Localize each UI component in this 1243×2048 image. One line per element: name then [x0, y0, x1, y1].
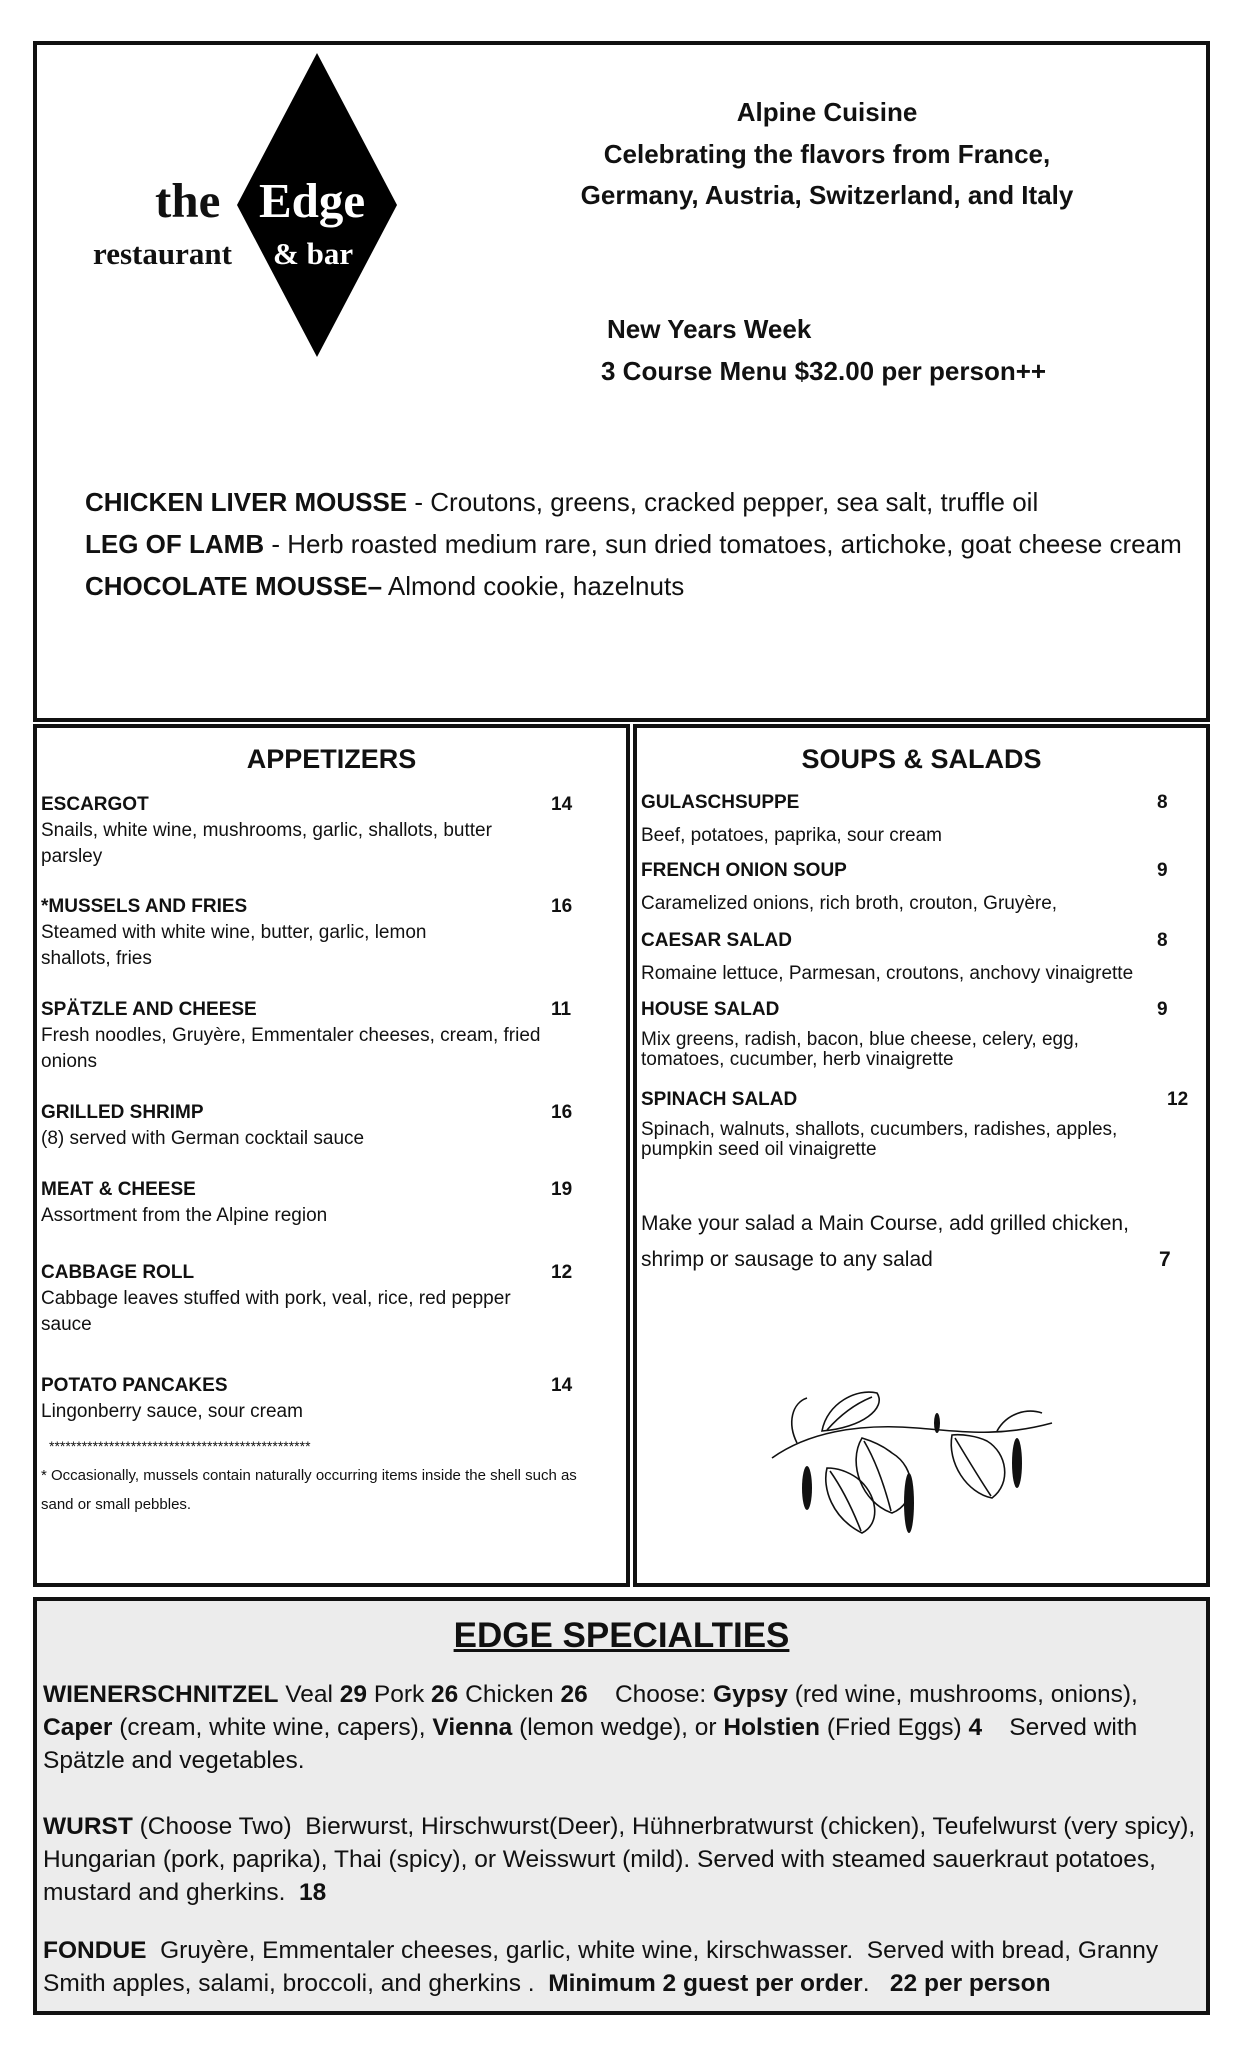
gypsy-desc: (red wine, mushrooms, onions), [787, 1681, 1138, 1708]
caper-option: Caper [43, 1714, 113, 1741]
item-price: 12 [1167, 1089, 1189, 1110]
item-price: 8 [1157, 792, 1168, 813]
item-price: 12 [551, 1262, 573, 1283]
item-name: GRILLED SHRIMP [41, 1102, 204, 1123]
logo-word-restaurant: restaurant [93, 236, 232, 271]
menu-item [41, 1100, 573, 1152]
menu-item [41, 894, 573, 972]
vienna-option: Vienna [432, 1714, 513, 1741]
appetizers-title: APPETIZERS [246, 744, 417, 774]
cuisine-subtitle-2: Germany, Austria, Switzerland, and Italy [580, 180, 1074, 210]
item-price: 9 [1157, 860, 1168, 881]
wurst-desc: (Choose Two) Bierwurst, Hirschwurst(Deer), Hühnerbratwurst (chicken), Teufelwurst (very spicy), Hungarian (pork, paprika), Thai (spicy), or Weisswurt (mild). Served with steamed sauerkraut potatoes, mustard and gherkins. [43, 1813, 1209, 1906]
main-course-note [641, 1206, 1201, 1278]
item-price: 19 [551, 1179, 573, 1200]
fondue-description [43, 1934, 1203, 2000]
holstien-desc: (Fried Eggs) [820, 1714, 969, 1741]
wurst-description [43, 1810, 1209, 1909]
chicken-label: Chicken [458, 1681, 561, 1708]
item-desc: Assortment from the Alpine region [41, 1205, 328, 1226]
item-name: GULASCHSUPPE [641, 792, 800, 813]
item-price: 8 [1157, 930, 1168, 951]
menu-item [41, 1373, 573, 1425]
main-course-line-1: Make your salad a Main Course, add grilled chicken, [641, 1212, 1129, 1235]
menu-item [641, 928, 1181, 987]
item-price: 16 [551, 896, 573, 917]
fondue-desc: Gruyère, Emmentaler cheeses, garlic, white wine, kirschwasser. Served with bread, Granny Smith apples, salami, broccoli, and gherkins . [43, 1937, 1165, 1997]
item-name: CABBAGE ROLL [41, 1262, 195, 1283]
item-desc: Spinach, walnuts, shallots, cucumbers, radishes, apples, pumpkin seed oil vinaigrette [641, 1119, 1118, 1160]
pork-label: Pork [367, 1681, 432, 1708]
menu-item [41, 1177, 573, 1229]
wurst-price: 18 [299, 1879, 327, 1906]
menu-item [641, 997, 1168, 1070]
pork-price: 26 [431, 1681, 459, 1708]
item-price: 14 [551, 1375, 573, 1396]
item-name: FONDUE [43, 1937, 147, 1964]
menu-item [641, 858, 1168, 917]
course-item [85, 571, 684, 602]
week-title: New Years Week [607, 314, 812, 344]
item-price: 16 [551, 1102, 573, 1123]
course-item [85, 529, 1182, 560]
item-desc: Beef, potatoes, paprika, sour cream [641, 825, 942, 846]
served-with: Served with Spätzle and vegetables. [43, 1714, 1145, 1774]
item-name: CAESAR SALAD [641, 930, 792, 951]
main-course-price: 7 [1159, 1248, 1171, 1271]
menu-item [641, 790, 1168, 849]
mussels-note: * Occasionally, mussels contain naturally occurring items inside the shell such as sand or small pebbles. [41, 1467, 577, 1513]
item-name: HOUSE SALAD [641, 999, 780, 1020]
item-price: 14 [551, 794, 573, 815]
item-name: WIENERSCHNITZEL [43, 1681, 279, 1708]
soups-title: SOUPS & SALADS [801, 744, 1042, 774]
menu-item [41, 792, 573, 870]
cuisine-subtitle-1: Celebrating the flavors from France, [603, 139, 1051, 169]
item-desc: Romaine lettuce, Parmesan, croutons, anchovy vinaigrette [641, 963, 1134, 984]
item-name: ESCARGOT [41, 794, 149, 815]
item-name: SPÄTZLE AND CHEESE [41, 999, 257, 1020]
item-name: FRENCH ONION SOUP [641, 860, 847, 881]
gypsy-option: Gypsy [713, 1681, 788, 1708]
holstien-option: Holstien [723, 1714, 821, 1741]
option-price: 4 [968, 1714, 983, 1741]
item-desc: Mix greens, radish, bacon, blue cheese, celery, egg, tomatoes, cucumber, herb vinaigrette [641, 1029, 1079, 1070]
course-name: CHICKEN LIVER MOUSSE [85, 487, 408, 517]
chicken-price: 26 [560, 1681, 588, 1708]
item-name: MEAT & CHEESE [41, 1179, 196, 1200]
menu-item [41, 1260, 573, 1338]
course-sep: - [264, 529, 288, 559]
item-desc: Lingonberry sauce, sour cream [41, 1401, 303, 1422]
course-desc: Croutons, greens, cracked pepper, sea salt, truffle oil [430, 487, 1039, 517]
logo-word-edge: Edge [259, 173, 366, 228]
course-sep: - [407, 487, 431, 517]
course-menu-price: 3 Course Menu $32.00 per person++ [601, 356, 1047, 386]
header-panel [33, 41, 1210, 722]
specialties-panel [33, 1597, 1210, 2015]
item-desc: Snails, white wine, mushrooms, garlic, shallots, butter parsley [41, 820, 492, 867]
divider-stars: ************************************************ [49, 1438, 311, 1454]
caper-desc: (cream, white wine, capers), [112, 1714, 433, 1741]
item-name: WURST [43, 1813, 133, 1840]
veal-label: Veal [278, 1681, 340, 1708]
appetizers-panel [33, 724, 630, 1587]
restaurant-logo [77, 50, 407, 360]
menu-item [641, 1087, 1189, 1160]
course-item [85, 487, 1038, 518]
birch-branch-icon [767, 1383, 1057, 1543]
main-course-line-2: shrimp or sausage to any salad [641, 1248, 933, 1271]
vienna-desc: (lemon wedge), or [512, 1714, 724, 1741]
item-price: 11 [551, 999, 572, 1020]
specialties-title: EDGE SPECIALTIES [453, 1616, 790, 1655]
item-name: POTATO PANCAKES [41, 1375, 228, 1396]
logo-word-bar: & bar [273, 236, 354, 271]
item-desc: Fresh noodles, Gruyère, Emmentaler cheeses, cream, fried onions [41, 1025, 541, 1072]
fondue-sep: . [862, 1970, 890, 1997]
veal-price: 29 [339, 1681, 368, 1708]
course-desc: Almond cookie, hazelnuts [387, 571, 685, 601]
logo-word-the: the [155, 173, 221, 228]
soups-salads-panel [633, 724, 1210, 1587]
choose-label: Choose: [587, 1681, 714, 1708]
schnitzel-description [43, 1678, 1203, 1777]
item-desc: Cabbage leaves stuffed with pork, veal, rice, red pepper sauce [41, 1288, 511, 1335]
fondue-minimum: Minimum 2 guest per order [548, 1970, 863, 1997]
item-desc: (8) served with German cocktail sauce [41, 1128, 365, 1149]
item-name: SPINACH SALAD [641, 1089, 798, 1110]
cuisine-title: Alpine Cuisine [736, 97, 918, 127]
course-name: CHOCOLATE MOUSSE– [85, 571, 383, 601]
item-desc: Caramelized onions, rich broth, crouton, Gruyère, [641, 893, 1058, 914]
fondue-price: 22 per person [889, 1970, 1051, 1997]
menu-item [41, 997, 572, 1075]
item-desc: Steamed with white wine, butter, garlic, lemon shallots, fries [41, 922, 427, 969]
course-name: LEG OF LAMB [85, 529, 265, 559]
course-desc: Herb roasted medium rare, sun dried tomatoes, artichoke, goat cheese cream [287, 529, 1182, 559]
item-name: *MUSSELS AND FRIES [41, 896, 248, 917]
item-price: 9 [1157, 999, 1168, 1020]
